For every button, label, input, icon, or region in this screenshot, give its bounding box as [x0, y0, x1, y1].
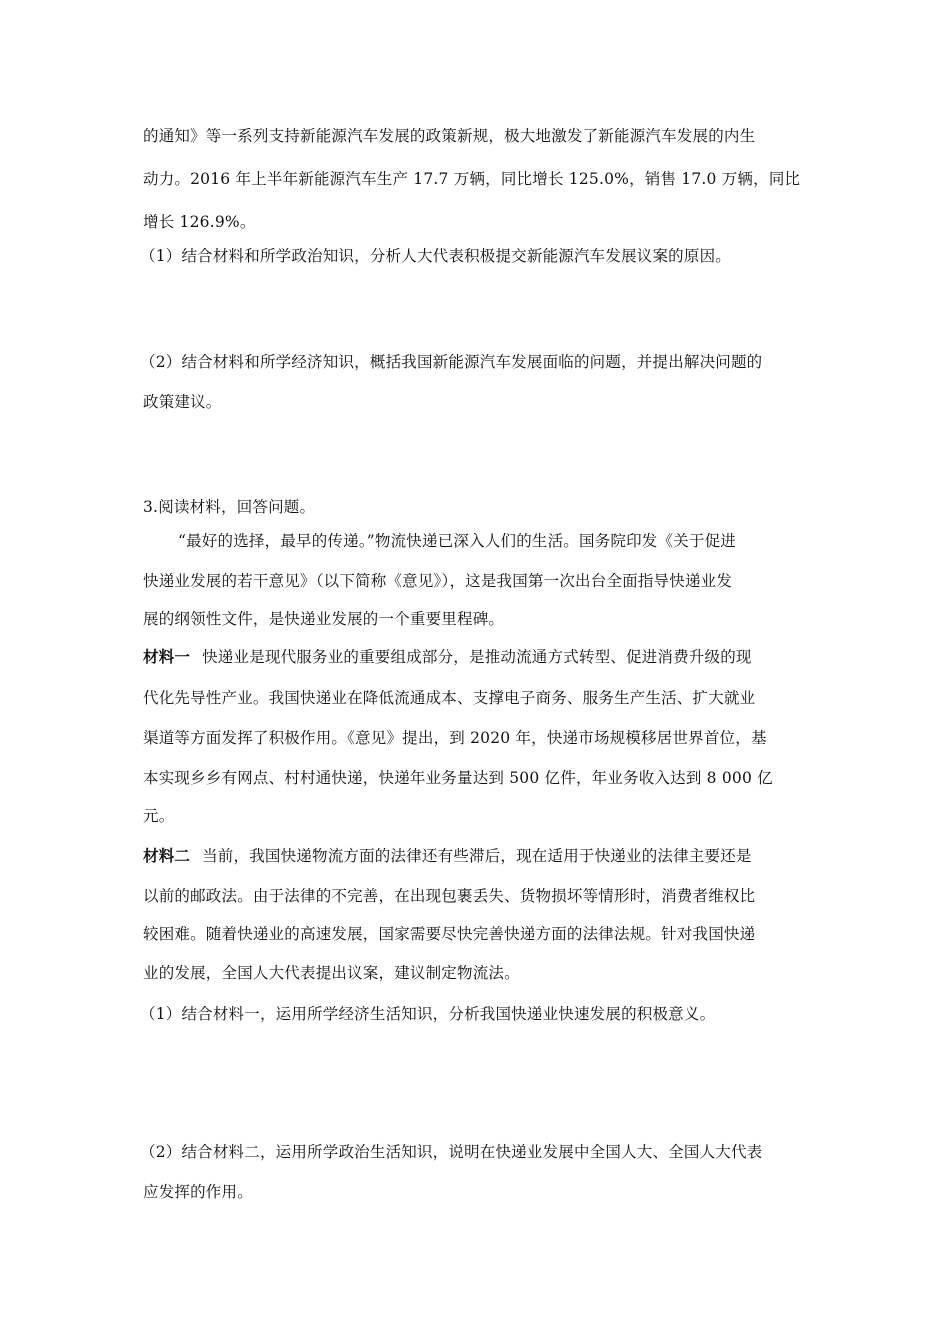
question-2-2-cont: 政策建议。 [143, 393, 222, 411]
question-3-1: （1）结合材料一，运用所学经济生活知识，分析我国快递业快速发展的积极意义。 [140, 1005, 716, 1023]
body-text-line: 的通知》等一系列支持新能源汽车发展的政策新规，极大地激发了新能源汽车发展的内生 [143, 127, 756, 145]
material-1-line: 元。 [143, 807, 175, 825]
question-3-2-cont: 应发挥的作用。 [143, 1183, 253, 1201]
question-3-2: （2）结合材料二，运用所学政治生活知识，说明在快递业发展中全国人大、全国人大代表 [140, 1143, 763, 1161]
material-1-line: 渠道等方面发挥了积极作用。《意见》提出，到 2020 年，快递市场规模移居世界首位，基 [143, 729, 767, 747]
material-2-line: 以前的邮政法。由于法律的不完善，在出现包裹丢失、货物损坏等情形时，消费者维权比 [143, 887, 756, 905]
material-1-line: 代化先导性产业。我国快递业在降低流通成本、支撑电子商务、服务生产生活、扩大就业 [143, 689, 756, 707]
intro-line: 展的纲领性文件，是快递业发展的一个重要里程碑。 [143, 610, 505, 628]
material-1-text: 快递业是现代服务业的重要组成部分，是推动流通方式转型、促进消费升级的现 [202, 648, 752, 666]
material-2-first-line [143, 846, 752, 866]
material-2-label: 材料二 [143, 846, 191, 865]
material-1-label: 材料一 [143, 647, 191, 666]
question-3-heading: 3.阅读材料，回答问题。 [143, 498, 316, 516]
material-2-line: 业的发展，全国人大代表提出议案，建议制定物流法。 [143, 964, 520, 982]
body-text-line: 增长 126.9%。 [143, 213, 256, 231]
material-2-text: 当前，我国快递物流方面的法律还有些滞后，现在适用于快递业的法律主要还是 [202, 847, 752, 865]
material-1-first-line [143, 647, 752, 667]
material-2-line: 较困难。随着快递业的高速发展，国家需要尽快完善快递方面的法律法规。针对我国快递 [143, 925, 756, 943]
body-text-line: 动力。2016 年上半年新能源汽车生产 17.7 万辆，同比增长 125.0%，销售 17.0 万辆，同比 [143, 170, 801, 188]
question-2-1: （1）结合材料和所学政治知识，分析人大代表积极提交新能源汽车发展议案的原因。 [140, 247, 731, 265]
material-1-line: 本实现乡乡有网点、村村通快递，快递年业务量达到 500 亿件，年业务收入达到 8 000 亿 [143, 769, 773, 787]
intro-line: “最好的选择，最早的传递。”物流快递已深入人们的生活。国务院印发《关于促进 [178, 532, 737, 550]
question-2-2: （2）结合材料和所学经济知识，概括我国新能源汽车发展面临的问题，并提出解决问题的 [140, 353, 763, 371]
intro-line: 快递业发展的若干意见》（以下简称《意见》），这是我国第一次出台全面指导快递业发 [143, 572, 733, 590]
